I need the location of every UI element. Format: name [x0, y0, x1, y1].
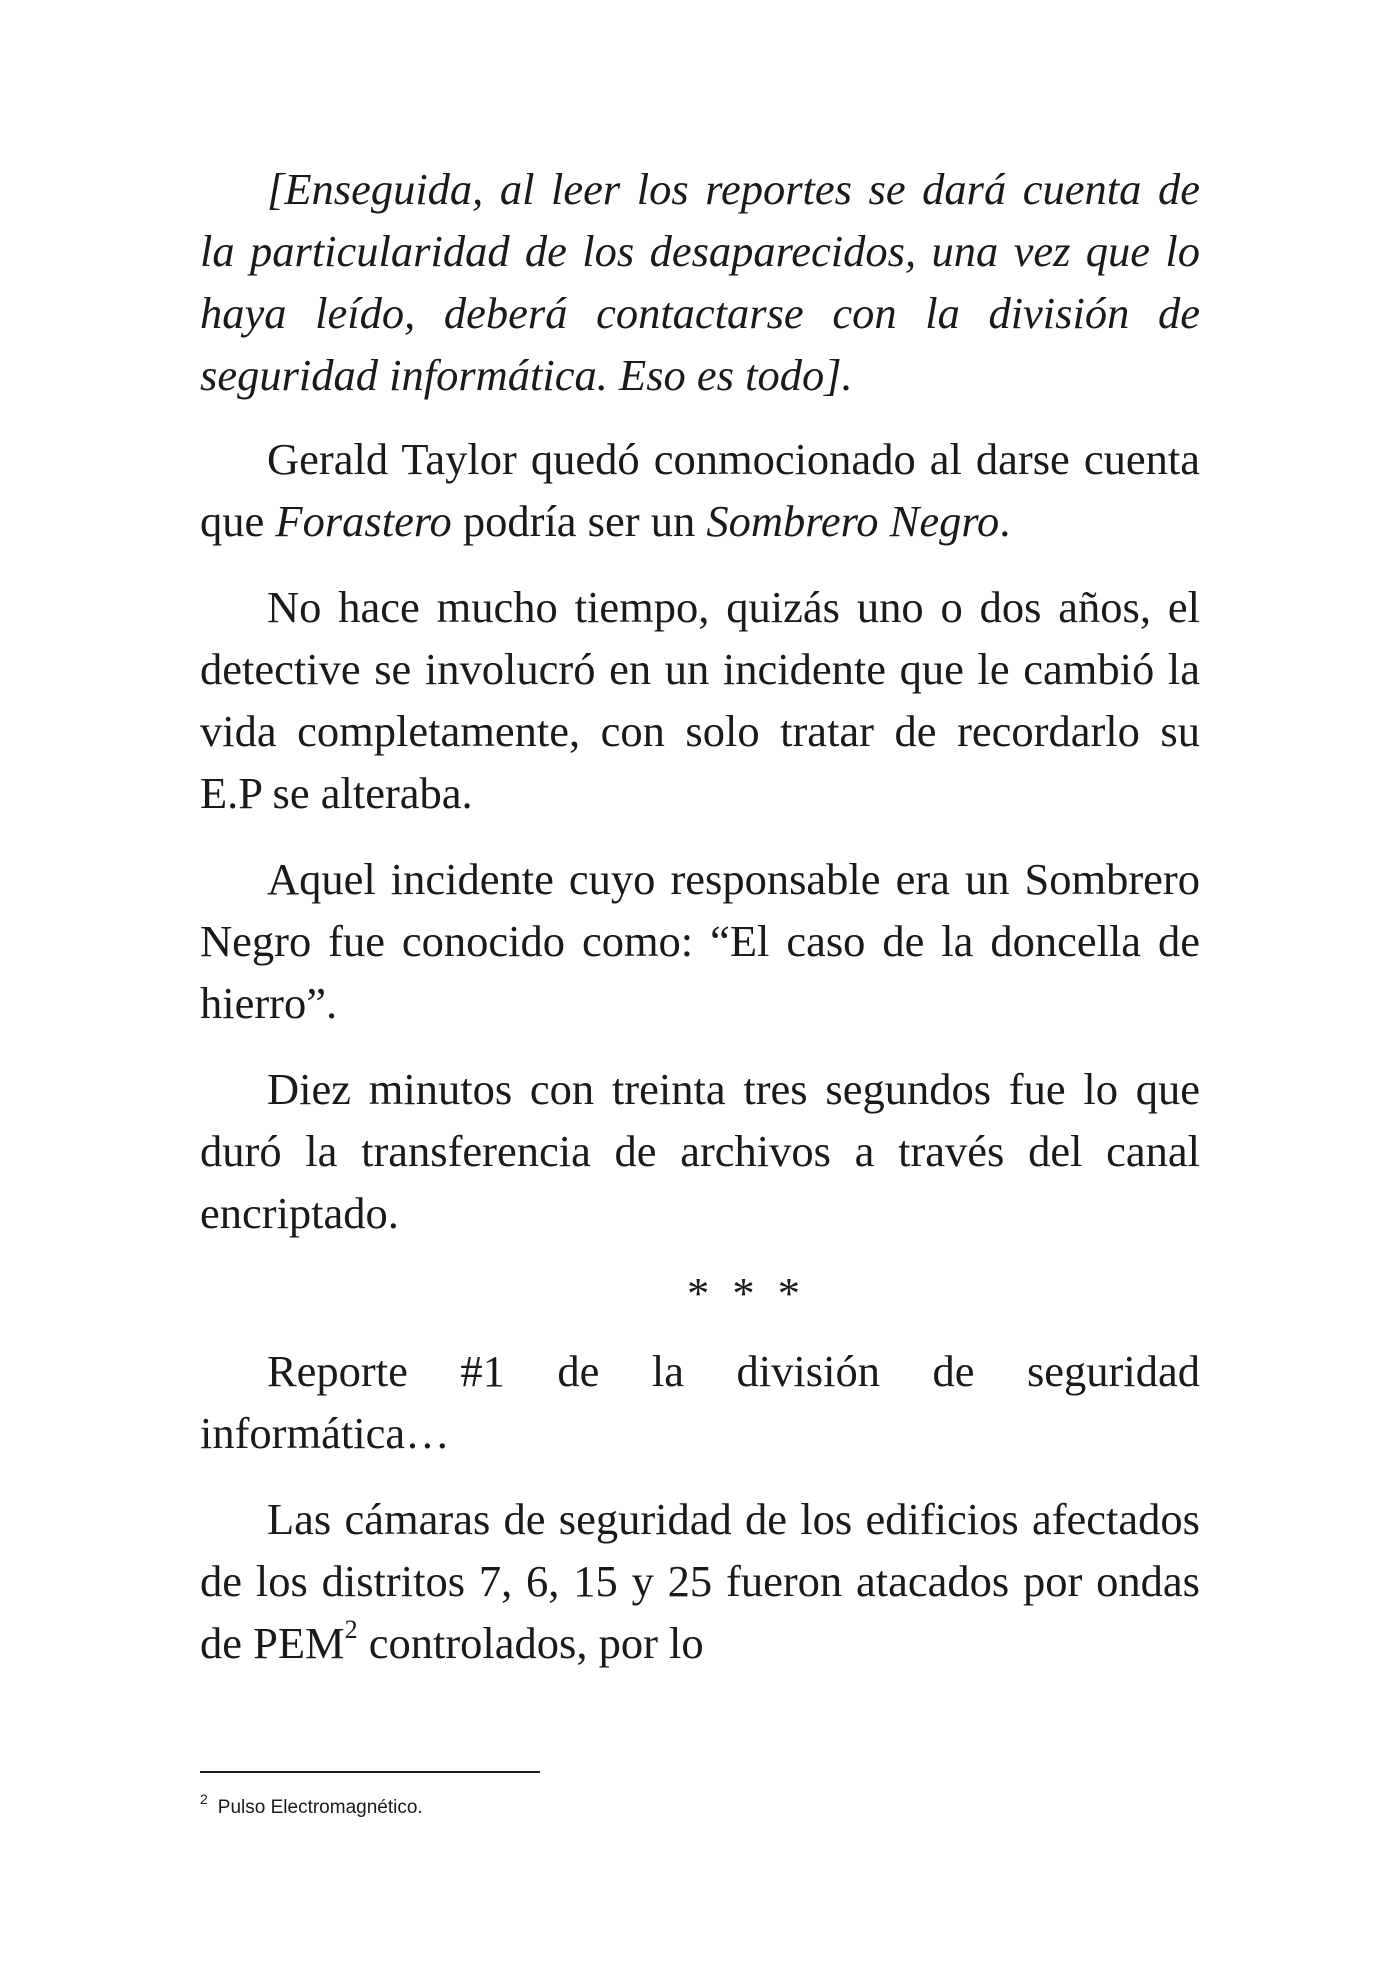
section-separator: * * *	[687, 1268, 806, 1318]
paragraph-file-transfer: Diez minutos con treinta tres segundos fue lo que duró la transferencia de archivos a través del canal encriptado.	[200, 1064, 1200, 1238]
footnote	[200, 1786, 423, 1821]
paragraph-report-heading: Reporte #1 de la división de seguridad informática…	[200, 1346, 1200, 1458]
paragraph-iron-maiden-case: Aquel incidente cuyo responsable era un Sombrero Negro fue conocido como: “El caso de la doncella de hierro”.	[200, 854, 1200, 1028]
footnote-divider	[200, 1771, 540, 1773]
p2-text-e: .	[999, 496, 1011, 546]
p7-text-a: Las cámaras de seguridad de los edificios afectados de los distritos 7, 6, 15 y 25 fueron atacados por ondas de PEM	[200, 1494, 1200, 1668]
p2-forastero: Forastero	[275, 496, 452, 546]
paragraph-security-cameras	[200, 1488, 1200, 1674]
paragraph-gerald-taylor	[200, 428, 1200, 552]
footnote-reference[interactable]: 2	[344, 1615, 358, 1644]
p2-text-a: Gerald Taylor quedó conmocionado al darse cuenta que	[200, 434, 1200, 546]
p7-text-b: controlados, por lo	[357, 1618, 704, 1668]
footnote-text: Pulso Electromagnético.	[217, 1797, 423, 1818]
paragraph-incident-memory: No hace mucho tiempo, quizás uno o dos años, el detective se involucró en un incidente que le cambió la vida completamente, con solo tratar de recordarlo su E.P se alteraba.	[200, 582, 1200, 818]
body-text	[200, 158, 1200, 1698]
paragraph-italic-instructions: [Enseguida, al leer los reportes se dará cuenta de la particularidad de los desaparecidos, una vez que lo haya leído, deberá contactarse con la división de seguridad informática. Eso es todo].	[200, 164, 1200, 400]
p2-sombrero-negro: Sombrero Negro	[706, 496, 1000, 546]
p2-text-c: podría ser un	[451, 496, 707, 546]
footnote-mark: 2	[200, 1791, 208, 1807]
